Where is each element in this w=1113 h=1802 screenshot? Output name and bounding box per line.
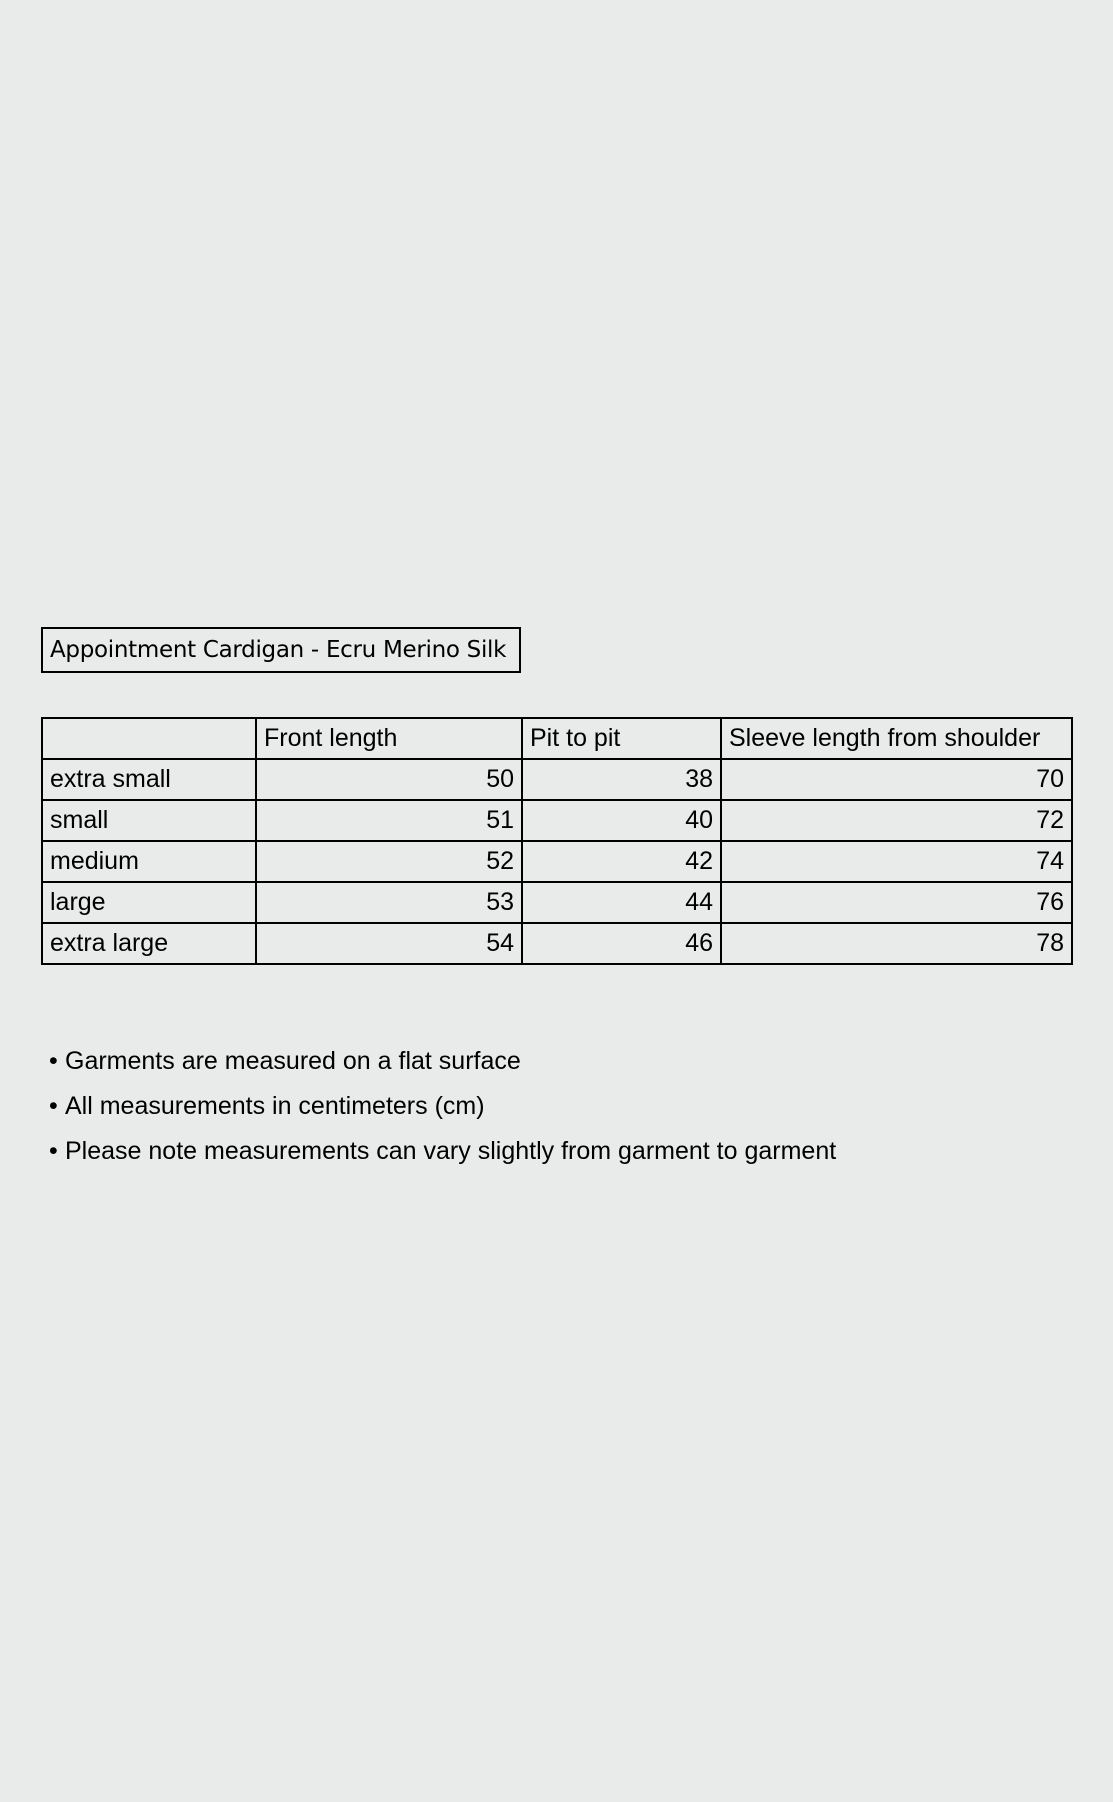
front-length-cell: 54 xyxy=(256,923,522,964)
bullet-icon: • xyxy=(49,1092,58,1120)
header-cell-sleeve-length: Sleeve length from shoulder xyxy=(721,718,1072,759)
front-length-cell: 50 xyxy=(256,759,522,800)
list-item xyxy=(49,1084,836,1129)
table-header-row xyxy=(42,718,1072,759)
table-row xyxy=(42,923,1072,964)
note-text: All measurements in centimeters (cm) xyxy=(65,1092,485,1120)
front-length-cell: 53 xyxy=(256,882,522,923)
sleeve-length-cell: 74 xyxy=(721,841,1072,882)
header-cell-front-length: Front length xyxy=(256,718,522,759)
bullet-icon: • xyxy=(49,1137,58,1165)
table-row xyxy=(42,841,1072,882)
pit-to-pit-cell: 40 xyxy=(522,800,721,841)
size-label-cell: extra small xyxy=(42,759,256,800)
front-length-cell: 51 xyxy=(256,800,522,841)
header-cell-empty xyxy=(42,718,256,759)
sleeve-length-cell: 72 xyxy=(721,800,1072,841)
pit-to-pit-cell: 44 xyxy=(522,882,721,923)
size-label-cell: medium xyxy=(42,841,256,882)
product-title xyxy=(41,627,521,673)
note-text: Please note measurements can vary slightly from garment to garment xyxy=(65,1137,837,1165)
list-item xyxy=(49,1039,836,1084)
size-label-cell: extra large xyxy=(42,923,256,964)
pit-to-pit-cell: 42 xyxy=(522,841,721,882)
table-row xyxy=(42,882,1072,923)
note-text: Garments are measured on a flat surface xyxy=(65,1047,521,1075)
sleeve-length-cell: 78 xyxy=(721,923,1072,964)
header-cell-pit-to-pit: Pit to pit xyxy=(522,718,721,759)
size-chart-table xyxy=(41,717,1073,965)
size-label-cell: large xyxy=(42,882,256,923)
pit-to-pit-cell: 46 xyxy=(522,923,721,964)
size-label-cell: small xyxy=(42,800,256,841)
product-title-text: Appointment Cardigan - Ecru Merino Silk xyxy=(50,637,507,663)
table-row xyxy=(42,800,1072,841)
pit-to-pit-cell: 38 xyxy=(522,759,721,800)
list-item xyxy=(49,1129,836,1174)
front-length-cell: 52 xyxy=(256,841,522,882)
sleeve-length-cell: 70 xyxy=(721,759,1072,800)
table-row xyxy=(42,759,1072,800)
measurement-notes-list xyxy=(49,1039,836,1174)
bullet-icon: • xyxy=(49,1047,58,1075)
sleeve-length-cell: 76 xyxy=(721,882,1072,923)
